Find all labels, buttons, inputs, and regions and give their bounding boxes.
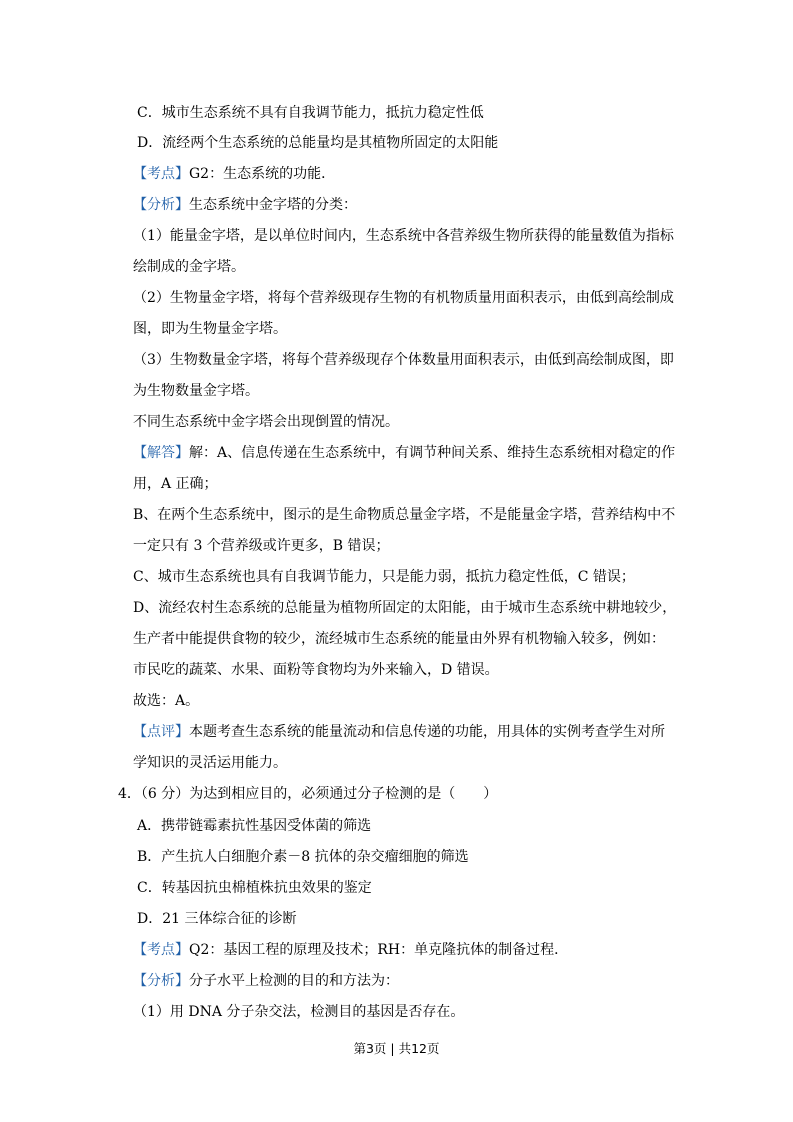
section-tag: 【点评】 [133, 724, 189, 740]
section-line [133, 444, 675, 462]
line-text: 绘制成的金字塔。 [133, 259, 245, 275]
text-line [133, 258, 245, 276]
line-text: 生态系统中金字塔的分类： [189, 197, 357, 213]
text-line [133, 568, 635, 586]
line-text: （3）生物数量金字塔，将每个营养级现存个体数量用面积表示，由低到高绘制成图，即 [133, 352, 674, 368]
line-text: 学知识的灵活运用能力。 [133, 755, 287, 771]
line-text: B．产生抗人白细胞介素－8 抗体的杂交瘤细胞的筛选 [137, 849, 469, 865]
text-line [133, 661, 499, 679]
line-text: 图，即为生物量金字塔。 [133, 321, 287, 337]
text-line [133, 289, 674, 307]
line-text: G2：生态系统的功能． [189, 166, 336, 182]
line-text: 4．（6 分）为达到相应目的，必须通过分子检测的是（ ） [118, 786, 498, 802]
section-tag: 【解答】 [133, 445, 189, 461]
text-line [133, 537, 390, 555]
text-line [137, 910, 297, 928]
line-text: 为生物数量金字塔。 [133, 383, 259, 399]
line-text: B、在两个生态系统中，图示的是生命物质总量金字塔，不是能量金字塔，营养结构中不 [133, 507, 676, 523]
line-text: 生产者中能提供食物的较少，流经城市生态系统的能量由外界有机物输入较多，例如： [133, 631, 665, 647]
text-line [133, 692, 199, 710]
section-tag: 【分析】 [133, 197, 189, 213]
section-line [133, 941, 568, 959]
text-line [133, 320, 287, 338]
line-text: C．转基因抗虫棉植株抗虫效果的鉴定 [137, 880, 372, 896]
line-text: 分子水平上检测的目的和方法为： [189, 973, 399, 989]
line-text: （2）生物量金字塔，将每个营养级现存生物的有机物质量用面积表示，由低到高绘制成 [133, 290, 674, 306]
line-text: Q2：基因工程的原理及技术；RH：单克隆抗体的制备过程． [189, 942, 569, 958]
line-text: 不同生态系统中金字塔会出现倒置的情况。 [133, 414, 399, 430]
text-line [133, 413, 399, 431]
line-text: 市民吃的蔬菜、水果、面粉等食物均为外来输入，D 错误。 [133, 662, 499, 678]
text-line [133, 351, 674, 369]
line-text: D．流经两个生态系统的总能量均是其植物所固定的太阳能 [137, 135, 499, 151]
line-text: （1）用 DNA 分子杂交法，检测目的基因是否存在。 [133, 1004, 465, 1020]
line-text: 解：A、信息传递在生态系统中，有调节种间关系、维持生态系统相对稳定的作 [189, 445, 676, 461]
line-text: （1）能量金字塔，是以单位时间内，生态系统中各营养级生物所获得的能量数值为指标 [133, 228, 674, 244]
line-text: C、城市生态系统也具有自我调节能力，只是能力弱，抵抗力稳定性低，C 错误； [133, 569, 635, 585]
text-line [137, 134, 498, 152]
text-line [118, 785, 497, 803]
section-tag: 【考点】 [133, 942, 189, 958]
line-text: 一定只有 3 个营养级或许更多，B 错误； [133, 538, 390, 554]
section-line [133, 723, 665, 741]
text-line [133, 754, 287, 772]
section-line [133, 196, 357, 214]
text-line [133, 1003, 464, 1021]
text-line [133, 382, 259, 400]
text-line [133, 599, 676, 617]
section-line [133, 165, 335, 183]
text-line [133, 227, 674, 245]
text-line [137, 879, 372, 897]
line-text: 故选：A。 [133, 693, 200, 709]
text-line [133, 506, 675, 524]
line-text: C．城市生态系统不具有自我调节能力，抵抗力稳定性低 [137, 105, 484, 121]
line-text: D．21 三体综合征的诊断 [137, 911, 297, 927]
page-footer: 第3页 | 共12页 [353, 1041, 440, 1056]
text-line [137, 817, 371, 835]
line-text: D、流经农村生态系统的总能量为植物所固定的太阳能，由于城市生态系统中耕地较少， [133, 600, 677, 616]
text-line [133, 630, 665, 648]
line-text: 本题考查生态系统的能量流动和信息传递的功能，用具体的实例考查学生对所 [189, 724, 665, 740]
section-line [133, 972, 399, 990]
text-line [137, 104, 484, 122]
text-line [137, 848, 469, 866]
section-tag: 【分析】 [133, 973, 189, 989]
text-line [133, 475, 218, 493]
line-text: A．携带链霉素抗性基因受体菌的筛选 [137, 818, 372, 834]
line-text: 用，A 正确； [133, 476, 218, 492]
section-tag: 【考点】 [133, 166, 189, 182]
